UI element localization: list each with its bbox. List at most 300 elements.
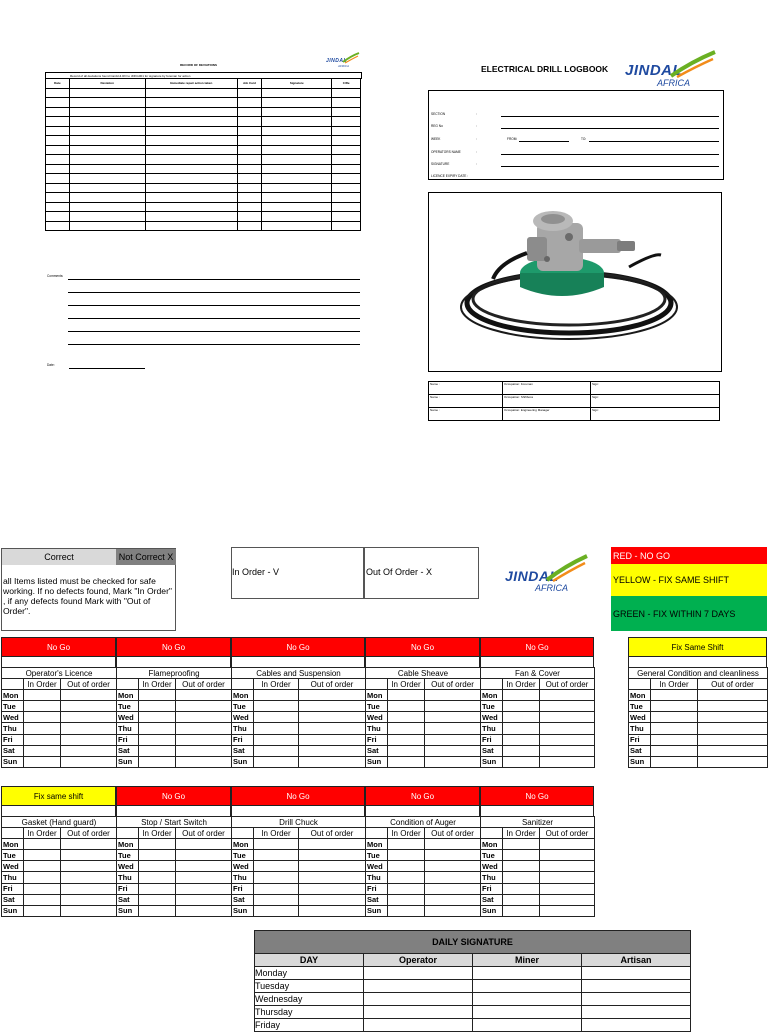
day-row (2, 839, 117, 850)
out-of-order-cell[interactable] (540, 712, 595, 723)
deviation-cell[interactable] (145, 164, 237, 174)
out-of-order-cell[interactable] (540, 894, 595, 905)
out-of-order-cell[interactable] (425, 745, 481, 756)
out-of-order-cell[interactable] (425, 690, 481, 701)
operator-sign-cell[interactable] (364, 967, 473, 980)
deviation-cell[interactable] (237, 174, 262, 184)
deviation-cell[interactable] (145, 221, 237, 231)
out-of-order-cell[interactable] (540, 701, 595, 712)
deviation-cell[interactable] (262, 98, 332, 108)
deviation-cell[interactable] (69, 145, 145, 155)
in-order-cell[interactable] (388, 756, 425, 767)
in-order-cell[interactable] (139, 861, 176, 872)
in-order-cell[interactable] (139, 850, 176, 861)
deviation-cell[interactable] (145, 183, 237, 193)
out-of-order-cell[interactable] (540, 905, 595, 916)
deviation-cell[interactable] (262, 212, 332, 222)
deviation-cell[interactable] (237, 164, 262, 174)
deviation-cell[interactable] (145, 107, 237, 117)
out-of-order-cell[interactable] (176, 839, 232, 850)
in-order-cell[interactable] (503, 872, 540, 883)
out-of-order-cell[interactable] (61, 905, 117, 916)
deviation-cell[interactable] (145, 136, 237, 146)
artisan-sign-cell[interactable] (582, 967, 691, 980)
in-order-cell[interactable] (254, 894, 299, 905)
in-order-cell[interactable] (254, 861, 299, 872)
deviation-cell[interactable] (46, 183, 70, 193)
in-order-cell[interactable] (254, 850, 299, 861)
in-order-cell[interactable] (24, 690, 61, 701)
deviation-cell[interactable] (237, 221, 262, 231)
deviation-cell[interactable] (145, 88, 237, 98)
section-field[interactable] (501, 116, 719, 117)
in-order-cell[interactable] (388, 872, 425, 883)
in-order-cell[interactable] (651, 712, 698, 723)
in-order-cell[interactable] (388, 883, 425, 894)
in-order-cell[interactable] (388, 905, 425, 916)
out-of-order-cell[interactable] (698, 712, 768, 723)
deviation-cell[interactable] (332, 202, 361, 212)
deviation-cell[interactable] (145, 155, 237, 165)
deviation-cell[interactable] (332, 107, 361, 117)
deviation-cell[interactable] (332, 193, 361, 203)
out-of-order-cell[interactable] (61, 883, 117, 894)
deviation-cell[interactable] (145, 174, 237, 184)
day-label: Mon (629, 690, 651, 701)
daily-row (255, 1019, 691, 1032)
in-order-cell[interactable] (651, 701, 698, 712)
deviation-cell[interactable] (145, 193, 237, 203)
out-of-order-cell[interactable] (176, 883, 232, 894)
in-order-cell[interactable] (139, 905, 176, 916)
deviation-cell[interactable] (46, 155, 70, 165)
day-label: Tue (629, 701, 651, 712)
signoff-sign[interactable]: Sign: (591, 382, 720, 395)
signoff-name[interactable]: Name : (429, 408, 503, 421)
in-order-cell[interactable] (254, 905, 299, 916)
deviation-cell[interactable] (237, 98, 262, 108)
deviation-cell[interactable] (237, 126, 262, 136)
operator-sign-cell[interactable] (364, 1019, 473, 1032)
logo-swoosh-icon (669, 50, 717, 78)
out-of-order-cell[interactable] (299, 839, 366, 850)
out-of-order-cell[interactable] (299, 905, 366, 916)
deviation-cell[interactable] (69, 88, 145, 98)
out-of-order-cell[interactable] (698, 690, 768, 701)
date-line[interactable] (69, 368, 145, 369)
in-order-cell[interactable] (139, 723, 176, 734)
in-order-cell[interactable] (388, 894, 425, 905)
in-order-cell[interactable] (24, 861, 61, 872)
deviation-cell[interactable] (69, 193, 145, 203)
out-of-order-cell[interactable] (425, 883, 481, 894)
out-of-order-cell[interactable] (61, 712, 117, 723)
in-order-cell[interactable] (24, 734, 61, 745)
out-of-order-cell[interactable] (299, 883, 366, 894)
deviation-cell[interactable] (69, 164, 145, 174)
in-order-cell[interactable] (503, 905, 540, 916)
in-order-cell[interactable] (651, 690, 698, 701)
deviation-cell[interactable] (332, 98, 361, 108)
in-order-cell[interactable] (24, 839, 61, 850)
in-order-cell[interactable] (388, 734, 425, 745)
day-label: Thu (366, 723, 388, 734)
deviation-cell[interactable] (237, 202, 262, 212)
out-of-order-cell[interactable] (299, 712, 366, 723)
in-order-cell[interactable] (503, 712, 540, 723)
in-order-cell[interactable] (388, 861, 425, 872)
out-of-order-cell[interactable] (176, 723, 232, 734)
out-of-order-cell[interactable] (540, 756, 595, 767)
in-order-cell[interactable] (24, 723, 61, 734)
in-order-cell[interactable] (254, 734, 299, 745)
in-order-cell[interactable] (503, 850, 540, 861)
operator-sign-cell[interactable] (364, 980, 473, 993)
artisan-sign-cell[interactable] (582, 993, 691, 1006)
out-of-order-cell[interactable] (540, 734, 595, 745)
deviation-cell[interactable] (237, 117, 262, 127)
deviation-cell[interactable] (46, 221, 70, 231)
in-order-cell[interactable] (503, 723, 540, 734)
out-of-order-cell[interactable] (540, 861, 595, 872)
reg-field[interactable] (501, 128, 719, 129)
in-order-cell[interactable] (139, 701, 176, 712)
deviation-cell[interactable] (46, 174, 70, 184)
operator-sign-cell[interactable] (364, 1006, 473, 1019)
in-order-cell[interactable] (254, 723, 299, 734)
in-order-cell[interactable] (651, 723, 698, 734)
out-of-order-cell[interactable] (299, 756, 366, 767)
out-of-order-cell[interactable] (299, 701, 366, 712)
out-of-order-cell[interactable] (61, 872, 117, 883)
deviation-cell[interactable] (237, 107, 262, 117)
colon: : (476, 162, 477, 166)
out-of-order-cell[interactable] (176, 872, 232, 883)
comment-line[interactable] (68, 344, 360, 345)
in-order-cell[interactable] (24, 883, 61, 894)
signoff-sign[interactable]: Sign: (591, 408, 720, 421)
out-of-order-cell[interactable] (698, 745, 768, 756)
miner-sign-cell[interactable] (473, 1006, 582, 1019)
out-of-order-cell[interactable] (540, 745, 595, 756)
in-order-cell[interactable] (24, 872, 61, 883)
out-of-order-cell[interactable] (176, 861, 232, 872)
deviation-cell[interactable] (46, 117, 70, 127)
artisan-sign-cell[interactable] (582, 1019, 691, 1032)
out-of-order-cell[interactable] (299, 894, 366, 905)
deviation-cell[interactable] (145, 212, 237, 222)
deviation-cell[interactable] (145, 98, 237, 108)
in-order-cell[interactable] (388, 701, 425, 712)
out-of-order-cell[interactable] (299, 850, 366, 861)
deviation-cell[interactable] (237, 183, 262, 193)
deviation-cell[interactable] (262, 164, 332, 174)
deviation-cell[interactable] (46, 145, 70, 155)
deviation-cell[interactable] (145, 126, 237, 136)
out-of-order-cell[interactable] (299, 690, 366, 701)
out-of-order-cell[interactable] (425, 839, 481, 850)
out-of-order-cell[interactable] (299, 745, 366, 756)
out-of-order-cell[interactable] (176, 734, 232, 745)
out-of-order-cell[interactable] (425, 894, 481, 905)
deviation-cell[interactable] (69, 107, 145, 117)
artisan-sign-cell[interactable] (582, 980, 691, 993)
comment-line[interactable] (68, 292, 360, 293)
out-of-order-cell[interactable] (61, 723, 117, 734)
out-of-order-cell[interactable] (299, 872, 366, 883)
deviation-cell[interactable] (262, 117, 332, 127)
out-of-order-cell[interactable] (698, 701, 768, 712)
out-of-order-cell[interactable] (176, 712, 232, 723)
deviation-cell[interactable] (332, 183, 361, 193)
deviation-cell[interactable] (262, 145, 332, 155)
deviation-cell[interactable] (262, 174, 332, 184)
in-order-cell[interactable] (139, 872, 176, 883)
out-of-order-cell[interactable] (61, 690, 117, 701)
day-row (232, 712, 366, 723)
in-order-cell[interactable] (388, 723, 425, 734)
deviation-cell[interactable] (69, 202, 145, 212)
day-label: Tue (366, 701, 388, 712)
out-of-order-cell[interactable] (61, 861, 117, 872)
deviation-cell[interactable] (262, 221, 332, 231)
deviation-cell[interactable] (46, 202, 70, 212)
out-of-order-cell[interactable] (61, 701, 117, 712)
deviation-cell[interactable] (262, 126, 332, 136)
deviation-cell[interactable] (262, 136, 332, 146)
in-order-cell[interactable] (139, 712, 176, 723)
in-order-cell[interactable] (24, 712, 61, 723)
in-order-cell[interactable] (503, 745, 540, 756)
in-order-cell[interactable] (388, 712, 425, 723)
deviation-cell[interactable] (262, 88, 332, 98)
in-order-cell[interactable] (503, 701, 540, 712)
deviation-cell[interactable] (237, 155, 262, 165)
out-of-order-cell[interactable] (61, 839, 117, 850)
miner-sign-cell[interactable] (473, 967, 582, 980)
in-order-cell[interactable] (503, 734, 540, 745)
day-row (2, 712, 117, 723)
deviation-cell[interactable] (262, 202, 332, 212)
in-order-label: In Order - V (232, 567, 280, 577)
day-label: Mon (117, 839, 139, 850)
in-order-cell[interactable] (503, 894, 540, 905)
spacer (231, 657, 365, 667)
deviation-cell[interactable] (332, 155, 361, 165)
out-of-order-cell[interactable] (540, 850, 595, 861)
comment-line[interactable] (68, 318, 360, 319)
deviation-cell[interactable] (332, 88, 361, 98)
out-of-order-cell[interactable] (425, 723, 481, 734)
in-order-cell[interactable] (24, 701, 61, 712)
out-of-order-cell[interactable] (540, 883, 595, 894)
deviation-cell[interactable] (46, 193, 70, 203)
in-order-cell[interactable] (651, 756, 698, 767)
in-order-cell[interactable] (254, 883, 299, 894)
miner-sign-cell[interactable] (473, 1019, 582, 1032)
deviation-cell[interactable] (262, 107, 332, 117)
day-row (232, 756, 366, 767)
out-of-order-cell[interactable] (425, 850, 481, 861)
out-of-order-cell[interactable] (61, 894, 117, 905)
out-of-order-cell[interactable] (61, 745, 117, 756)
deviation-cell[interactable] (69, 117, 145, 127)
deviation-cell[interactable] (46, 164, 70, 174)
deviation-cell[interactable] (332, 221, 361, 231)
out-of-order-cell[interactable] (425, 861, 481, 872)
in-order-cell[interactable] (254, 712, 299, 723)
out-of-order-cell[interactable] (176, 894, 232, 905)
day-label: Thu (629, 723, 651, 734)
in-order-cell[interactable] (139, 745, 176, 756)
deviation-cell[interactable] (69, 212, 145, 222)
deviation-cell[interactable] (332, 117, 361, 127)
out-of-order-cell[interactable] (176, 756, 232, 767)
in-order-cell[interactable] (503, 883, 540, 894)
out-of-order-cell[interactable] (176, 850, 232, 861)
check-block (365, 786, 480, 917)
out-of-order-cell[interactable] (61, 850, 117, 861)
deviation-cell[interactable] (145, 202, 237, 212)
deviation-cell[interactable] (237, 88, 262, 98)
out-of-order-cell[interactable] (299, 861, 366, 872)
in-order-cell[interactable] (139, 690, 176, 701)
day-label: Sun (481, 756, 503, 767)
deviation-cell[interactable] (262, 193, 332, 203)
from-field[interactable] (519, 141, 569, 142)
in-order-cell[interactable] (24, 745, 61, 756)
in-order-cell[interactable] (503, 839, 540, 850)
out-of-order-cell[interactable] (698, 723, 768, 734)
out-of-order-cell[interactable] (698, 756, 768, 767)
in-order-cell[interactable] (388, 839, 425, 850)
deviation-cell[interactable] (237, 193, 262, 203)
out-of-order-cell[interactable] (698, 734, 768, 745)
out-of-order-cell[interactable] (425, 734, 481, 745)
in-order-cell[interactable] (388, 850, 425, 861)
deviation-cell[interactable] (69, 183, 145, 193)
out-of-order-cell[interactable] (540, 690, 595, 701)
instructions-text: all Items listed must be checked for safe working. If no defects found, Mark "In Order" , if any defects found Mark with "Out of Order". (3, 576, 172, 616)
in-order-cell[interactable] (139, 839, 176, 850)
day-label: Mon (481, 839, 503, 850)
deviation-cell[interactable] (332, 164, 361, 174)
in-order-cell[interactable] (503, 690, 540, 701)
deviation-cell[interactable] (262, 155, 332, 165)
deviation-cell[interactable] (145, 117, 237, 127)
out-of-order-cell[interactable] (425, 756, 481, 767)
in-order-cell[interactable] (254, 690, 299, 701)
signoff-sign[interactable]: Sign: (591, 395, 720, 408)
in-order-cell[interactable] (254, 701, 299, 712)
deviation-cell[interactable] (46, 212, 70, 222)
in-order-cell[interactable] (388, 690, 425, 701)
deviation-cell[interactable] (69, 221, 145, 231)
in-order-cell[interactable] (24, 905, 61, 916)
artisan-sign-cell[interactable] (582, 1006, 691, 1019)
signature-field[interactable] (501, 166, 719, 167)
in-order-cell[interactable] (139, 894, 176, 905)
comment-line[interactable] (68, 305, 360, 306)
out-of-order-cell[interactable] (176, 905, 232, 916)
deviation-cell[interactable] (332, 136, 361, 146)
out-of-order-cell[interactable] (61, 734, 117, 745)
deviation-cell[interactable] (69, 174, 145, 184)
deviation-cell[interactable] (46, 107, 70, 117)
in-order-cell[interactable] (388, 745, 425, 756)
out-of-order-cell[interactable] (540, 872, 595, 883)
out-of-order-cell[interactable] (540, 723, 595, 734)
in-order-cell[interactable] (651, 734, 698, 745)
out-of-order-cell[interactable] (425, 872, 481, 883)
in-order-cell[interactable] (24, 894, 61, 905)
deviation-cell[interactable] (237, 145, 262, 155)
out-of-order-cell[interactable] (176, 690, 232, 701)
in-order-cell[interactable] (139, 756, 176, 767)
day-label: Fri (117, 734, 139, 745)
deviation-cell[interactable] (145, 145, 237, 155)
in-order-cell[interactable] (139, 883, 176, 894)
deviation-cell[interactable] (332, 212, 361, 222)
in-order-cell[interactable] (139, 734, 176, 745)
deviation-cell[interactable] (69, 136, 145, 146)
out-of-order-cell[interactable] (540, 839, 595, 850)
comment-line[interactable] (68, 331, 360, 332)
to-field[interactable] (589, 141, 719, 142)
in-order-cell[interactable] (24, 850, 61, 861)
day-label: Wed (2, 712, 24, 723)
out-of-order-cell[interactable] (176, 745, 232, 756)
deviation-cell[interactable] (69, 98, 145, 108)
operator-field[interactable] (501, 154, 719, 155)
comment-line[interactable] (68, 279, 360, 280)
deviation-cell[interactable] (46, 126, 70, 136)
out-of-order-cell[interactable] (425, 712, 481, 723)
deviation-cell[interactable] (46, 88, 70, 98)
deviation-cell[interactable] (332, 174, 361, 184)
in-order-cell[interactable] (503, 756, 540, 767)
signoff-name[interactable]: Name : (429, 395, 503, 408)
deviation-cell[interactable] (332, 126, 361, 136)
out-of-order-cell[interactable] (425, 905, 481, 916)
out-of-order-cell[interactable] (61, 756, 117, 767)
signoff-name[interactable]: Name : (429, 382, 503, 395)
deviation-cell[interactable] (46, 136, 70, 146)
in-order-cell[interactable] (254, 745, 299, 756)
in-order-cell[interactable] (24, 756, 61, 767)
out-of-order-cell[interactable] (176, 701, 232, 712)
day-label: Sat (2, 894, 24, 905)
out-of-order-cell[interactable] (425, 701, 481, 712)
in-order-cell[interactable] (254, 839, 299, 850)
miner-sign-cell[interactable] (473, 980, 582, 993)
deviation-cell[interactable] (237, 212, 262, 222)
operator-sign-cell[interactable] (364, 993, 473, 1006)
deviation-cell[interactable] (332, 145, 361, 155)
in-order-cell[interactable] (651, 745, 698, 756)
miner-sign-cell[interactable] (473, 993, 582, 1006)
out-of-order-cell[interactable] (299, 734, 366, 745)
deviation-cell[interactable] (69, 155, 145, 165)
deviation-cell[interactable] (237, 136, 262, 146)
deviation-cell[interactable] (262, 183, 332, 193)
in-order-cell[interactable] (254, 756, 299, 767)
deviation-cell[interactable] (46, 98, 70, 108)
deviation-cell[interactable] (69, 126, 145, 136)
out-of-order-cell[interactable] (299, 723, 366, 734)
in-order-cell[interactable] (503, 861, 540, 872)
in-order-cell[interactable] (254, 872, 299, 883)
